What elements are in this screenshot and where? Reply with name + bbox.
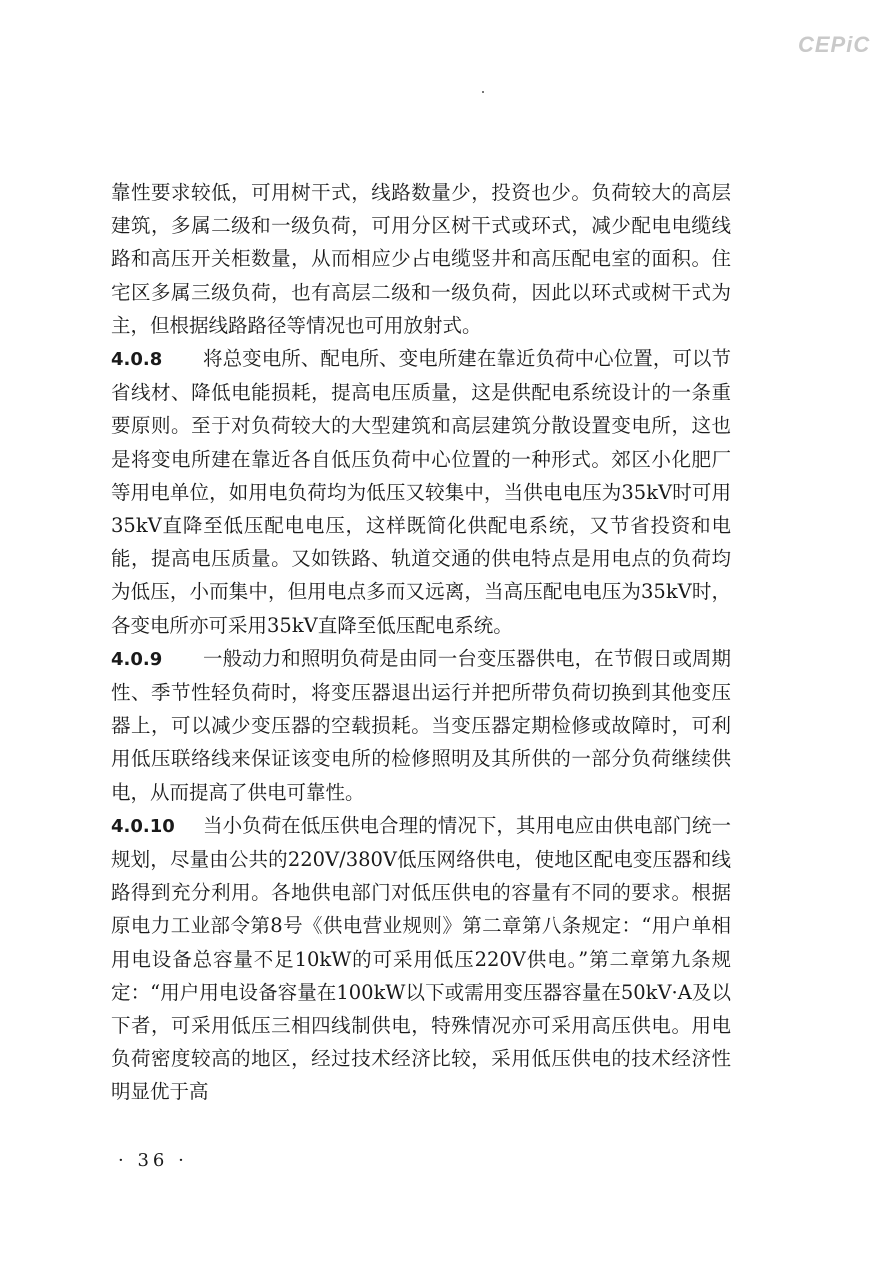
paragraph-text: 靠性要求较低，可用树干式，线路数量少，投资也少。负荷较大的高层建筑，多属二级和一级负荷，可用分区树干式或环式，减少配电电缆线路和高压开关柜数量，从而相应少占电缆竖井和高压配电室的面积。住宅区多属三级负荷，也有高层二级和一级负荷，因此以环式或树干式为主，但根据线路路径等情况也可用放射式。	[111, 181, 731, 337]
clause-number: 4.0.8	[111, 349, 163, 371]
clause-text: 将总变电所、配电所、变电所建在靠近负荷中心位置，可以节省线材、降低电能损耗，提高电压质量，这是供配电系统设计的一条重要原则。至于对负荷较大的大型建筑和高层建筑分散设置变电所，这也是将变电所建在靠近各自低压负荷中心位置的一种形式。郊区小化肥厂等用电单位，如用电负荷均为低压又较集中，当供电电压为35kV时可用35kV直降至低压配电电压，这样既简化供配电系统，又节省投资和电能，提高电压质量。又如铁路、轨道交通的供电特点是用电点的负荷均为低压，小而集中，但用电点多而又远离，当高压配电电压为35kV时，各变电所亦可采用35kV直降至低压配电系统。	[111, 347, 731, 637]
publisher-logo: CEPiC	[798, 32, 871, 57]
clause-number: 4.0.10	[111, 815, 175, 837]
clause-4-0-10	[111, 809, 731, 1109]
clause-text: 一般动力和照明负荷是由同一台变压器供电，在节假日或周期性、季节性轻负荷时，将变压器退出运行并把所带负荷切换到其他变压器上，可以减少变压器的空载损耗。当变压器定期检修或故障时，可利用低压联络线来保证该变电所的检修照明及其所供的一部分负荷继续供电，从而提高了供电可靠性。	[111, 646, 731, 804]
scan-speck	[482, 91, 484, 93]
paragraph-continued	[111, 176, 731, 342]
clause-number: 4.0.9	[111, 648, 163, 670]
page-number: · 36 ·	[118, 1150, 188, 1171]
clause-text: 当小负荷在低压供电合理的情况下，其用电应由供电部门统一规划，尽量由公共的220V/380V低压网络供电，使地区配电变压器和线路得到充分利用。各地供电部门对低压供电的容量有不同的要求。根据原电力工业部令第8号《供电营业规则》第二章第八条规定：“用户单相用电设备总容量不足10kW的可采用低压220V供电。”第二章第九条规定：“用户用电设备容量在100kW以下或需用变压器容量在50kV·A及以下者，可采用低压三相四线制供电，特殊情况亦可采用高压供电。用电负荷密度较高的地区，经过技术经济比较，采用低压供电的技术经济性明显优于高	[111, 813, 731, 1104]
page-body	[111, 176, 731, 1109]
clause-4-0-9	[111, 642, 731, 809]
clause-4-0-8	[111, 342, 731, 642]
